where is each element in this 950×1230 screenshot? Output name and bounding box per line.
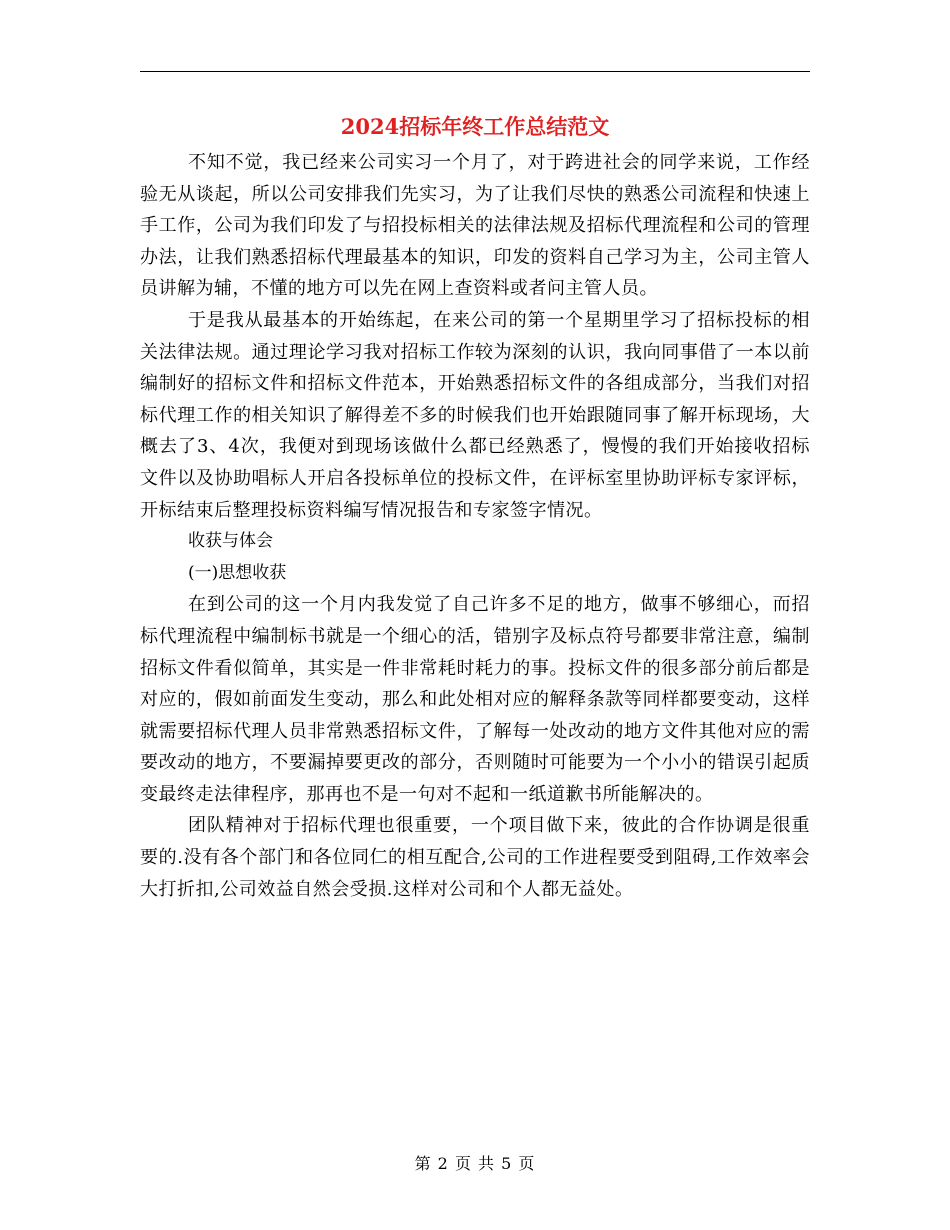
paragraph-intro: 不知不觉，我已经来公司实习一个月了，对于跨进社会的同学来说，工作经验无从谈起，所以公司安排我们先实习，为了让我们尽快的熟悉公司流程和快速上手工作，公司为我们印发了与招投标相关的法律法规及招标代理流程和公司的管理办法，让我们熟悉招标代理最基本的知识，印发的资料自己学习为主，公司主管人员讲解为辅，不懂的地方可以先在网上查资料或者问主管人员。: [140, 152, 810, 300]
header-rule: [140, 71, 810, 72]
paragraph-teamwork: 团队精神对于招标代理也很重要，一个项目做下来，彼此的合作协调是很重要的.没有各个部门和各位同仁的相互配合,公司的工作进程要受到阻碍,工作效率会大打折扣,公司效益自然会受损.这样对公司和个人都无益处。: [140, 815, 810, 900]
subsection-heading: (一)思想收获: [188, 562, 287, 583]
document-title: 2024招标年终工作总结范文: [340, 114, 610, 139]
document-body: [140, 147, 810, 905]
paragraph-attention: 在到公司的这一个月内我发觉了自己许多不足的地方，做事不够细心，而招标代理流程中编制标书就是一个细心的活，错别字及标点符号都要非常注意，编制招标文件看似简单，其实是一件非常耗时耗力的事。投标文件的很多部分前后都是对应的，假如前面发生变动，那么和此处相对应的解释条款等同样都要变动，这样就需要招标代理人员非常熟悉招标文件，了解每一处改动的地方文件其他对应的需要改动的地方，不要漏掉要更改的部分，否则随时可能要为一个小小的错误引起质变最终走法律程序，那再也不是一句对不起和一纸道歉书所能解决的。: [140, 594, 810, 805]
section-heading: 收获与体会: [188, 531, 273, 552]
page-number: 第 2 页 共 5 页: [414, 1154, 536, 1173]
paragraph-learning: 于是我从最基本的开始练起，在来公司的第一个星期里学习了招标投标的相关法律法规。通过理论学习我对招标工作较为深刻的认识，我向同事借了一本以前编制好的招标文件和招标文件范本，开始熟悉招标文件的各组成部分，当我们对招标代理工作的相关知识了解得差不多的时候我们也开始跟随同事了解开标现场，大概去了3、4次，我便对到现场该做什么都已经熟悉了，慢慢的我们开始接收招标文件以及协助唱标人开启各投标单位的投标文件，在评标室里协助评标专家评标，开标结束后整理投标资料编写情况报告和专家签字情况。: [140, 309, 810, 521]
